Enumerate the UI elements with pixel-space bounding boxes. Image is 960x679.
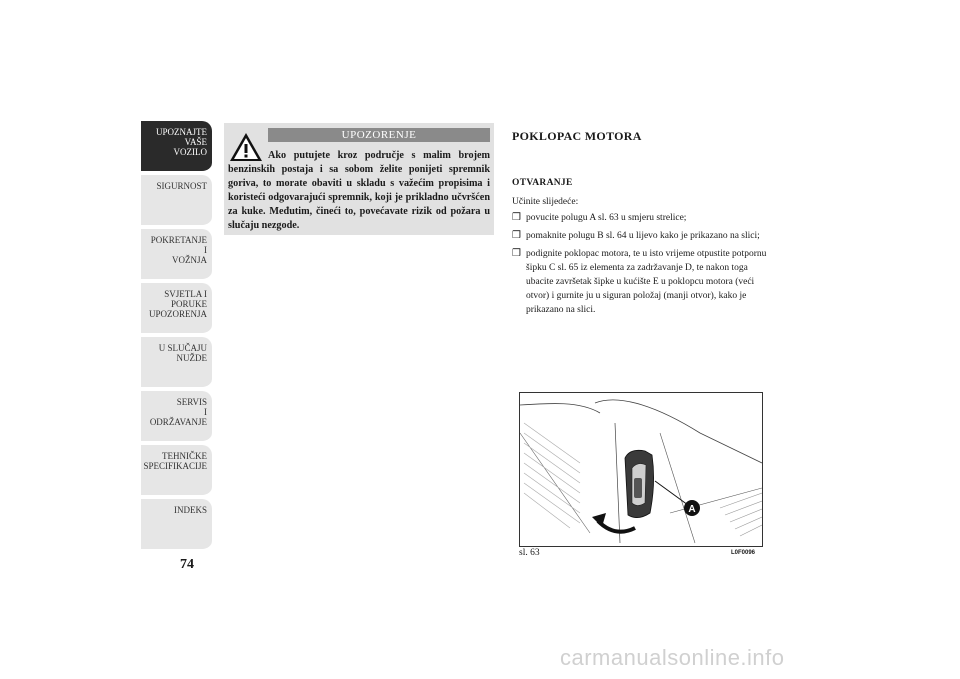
warning-text: Ako putujete kroz područje s malim brojem benzinskih postaja i sa sobom želite ponijeti spremnik goriva, to morate obaviti u skladu s važećim propisima i koristeći odgovarajući spremnik, koji je prikladno učvršćen za kuke. Međutim, čineći to, povećavate rizik od požara u slučaju nezgode. xyxy=(228,150,490,231)
tab-pokretanje-i-voznja[interactable]: POKRETANJE I VOŽNJA xyxy=(141,229,212,281)
tab-u-slucaju-nuzde[interactable]: U SLUČAJU NUŽDE xyxy=(141,337,212,389)
tab-svjetla-i-poruke[interactable]: SVJETLA I PORUKE UPOZORENJA xyxy=(141,283,212,335)
list-item xyxy=(512,229,776,243)
page-number: 74 xyxy=(180,557,194,572)
tab-sigurnost[interactable]: SIGURNOST xyxy=(141,175,212,227)
hood-release-illustration xyxy=(520,393,762,546)
subsection-title: OTVARANJE xyxy=(512,178,573,188)
checkbox-bullet-icon: ❒ xyxy=(512,248,521,259)
tab-tehnicke-specifikacije[interactable]: TEHNIČKE SPECIFIKACIJE xyxy=(141,445,212,497)
step-text: podignite poklopac motora, te u isto vrijeme otpustite potpornu šipku C sl. 65 iz elementa za zadržavanje D, te nakon toga ubacite završetak šipke u kućište E u poklopcu motora (veći otvor) i gurnite ju u siguran položaj (manji otvor), kako je prikazano na slici. xyxy=(526,249,767,315)
figure-hood-release-lever xyxy=(519,392,763,547)
steps-list xyxy=(512,211,776,317)
warning-box xyxy=(224,123,494,235)
figure-caption: sl. 63 xyxy=(519,548,540,558)
checkbox-bullet-icon: ❒ xyxy=(512,230,521,241)
intro-text: Učinite slijedeće: xyxy=(512,197,579,207)
chapter-sidebar xyxy=(141,121,212,554)
warning-title: UPOZORENJE xyxy=(268,128,490,142)
checkbox-bullet-icon: ❒ xyxy=(512,212,521,223)
figure-code: L0F0096 xyxy=(731,550,756,556)
tab-indeks[interactable]: INDEKS xyxy=(141,499,212,551)
list-item xyxy=(512,247,776,317)
watermark: carmanualsonline.info xyxy=(560,645,785,670)
list-item xyxy=(512,211,776,225)
step-text: pomaknite polugu B sl. 64 u lijevo kako je prikazano na slici; xyxy=(526,231,760,241)
step-text: povucite polugu A sl. 63 u smjeru strelice; xyxy=(526,213,687,223)
figure-label-a: A xyxy=(688,504,696,515)
tab-upoznajte-vase-vozilo[interactable]: UPOZNAJTE VAŠE VOZILO xyxy=(141,121,212,173)
section-title: POKLOPAC MOTORA xyxy=(512,129,642,143)
main-content xyxy=(512,123,776,317)
tab-servis-i-odrzavanje[interactable]: SERVIS I ODRŽAVANJE xyxy=(141,391,212,443)
